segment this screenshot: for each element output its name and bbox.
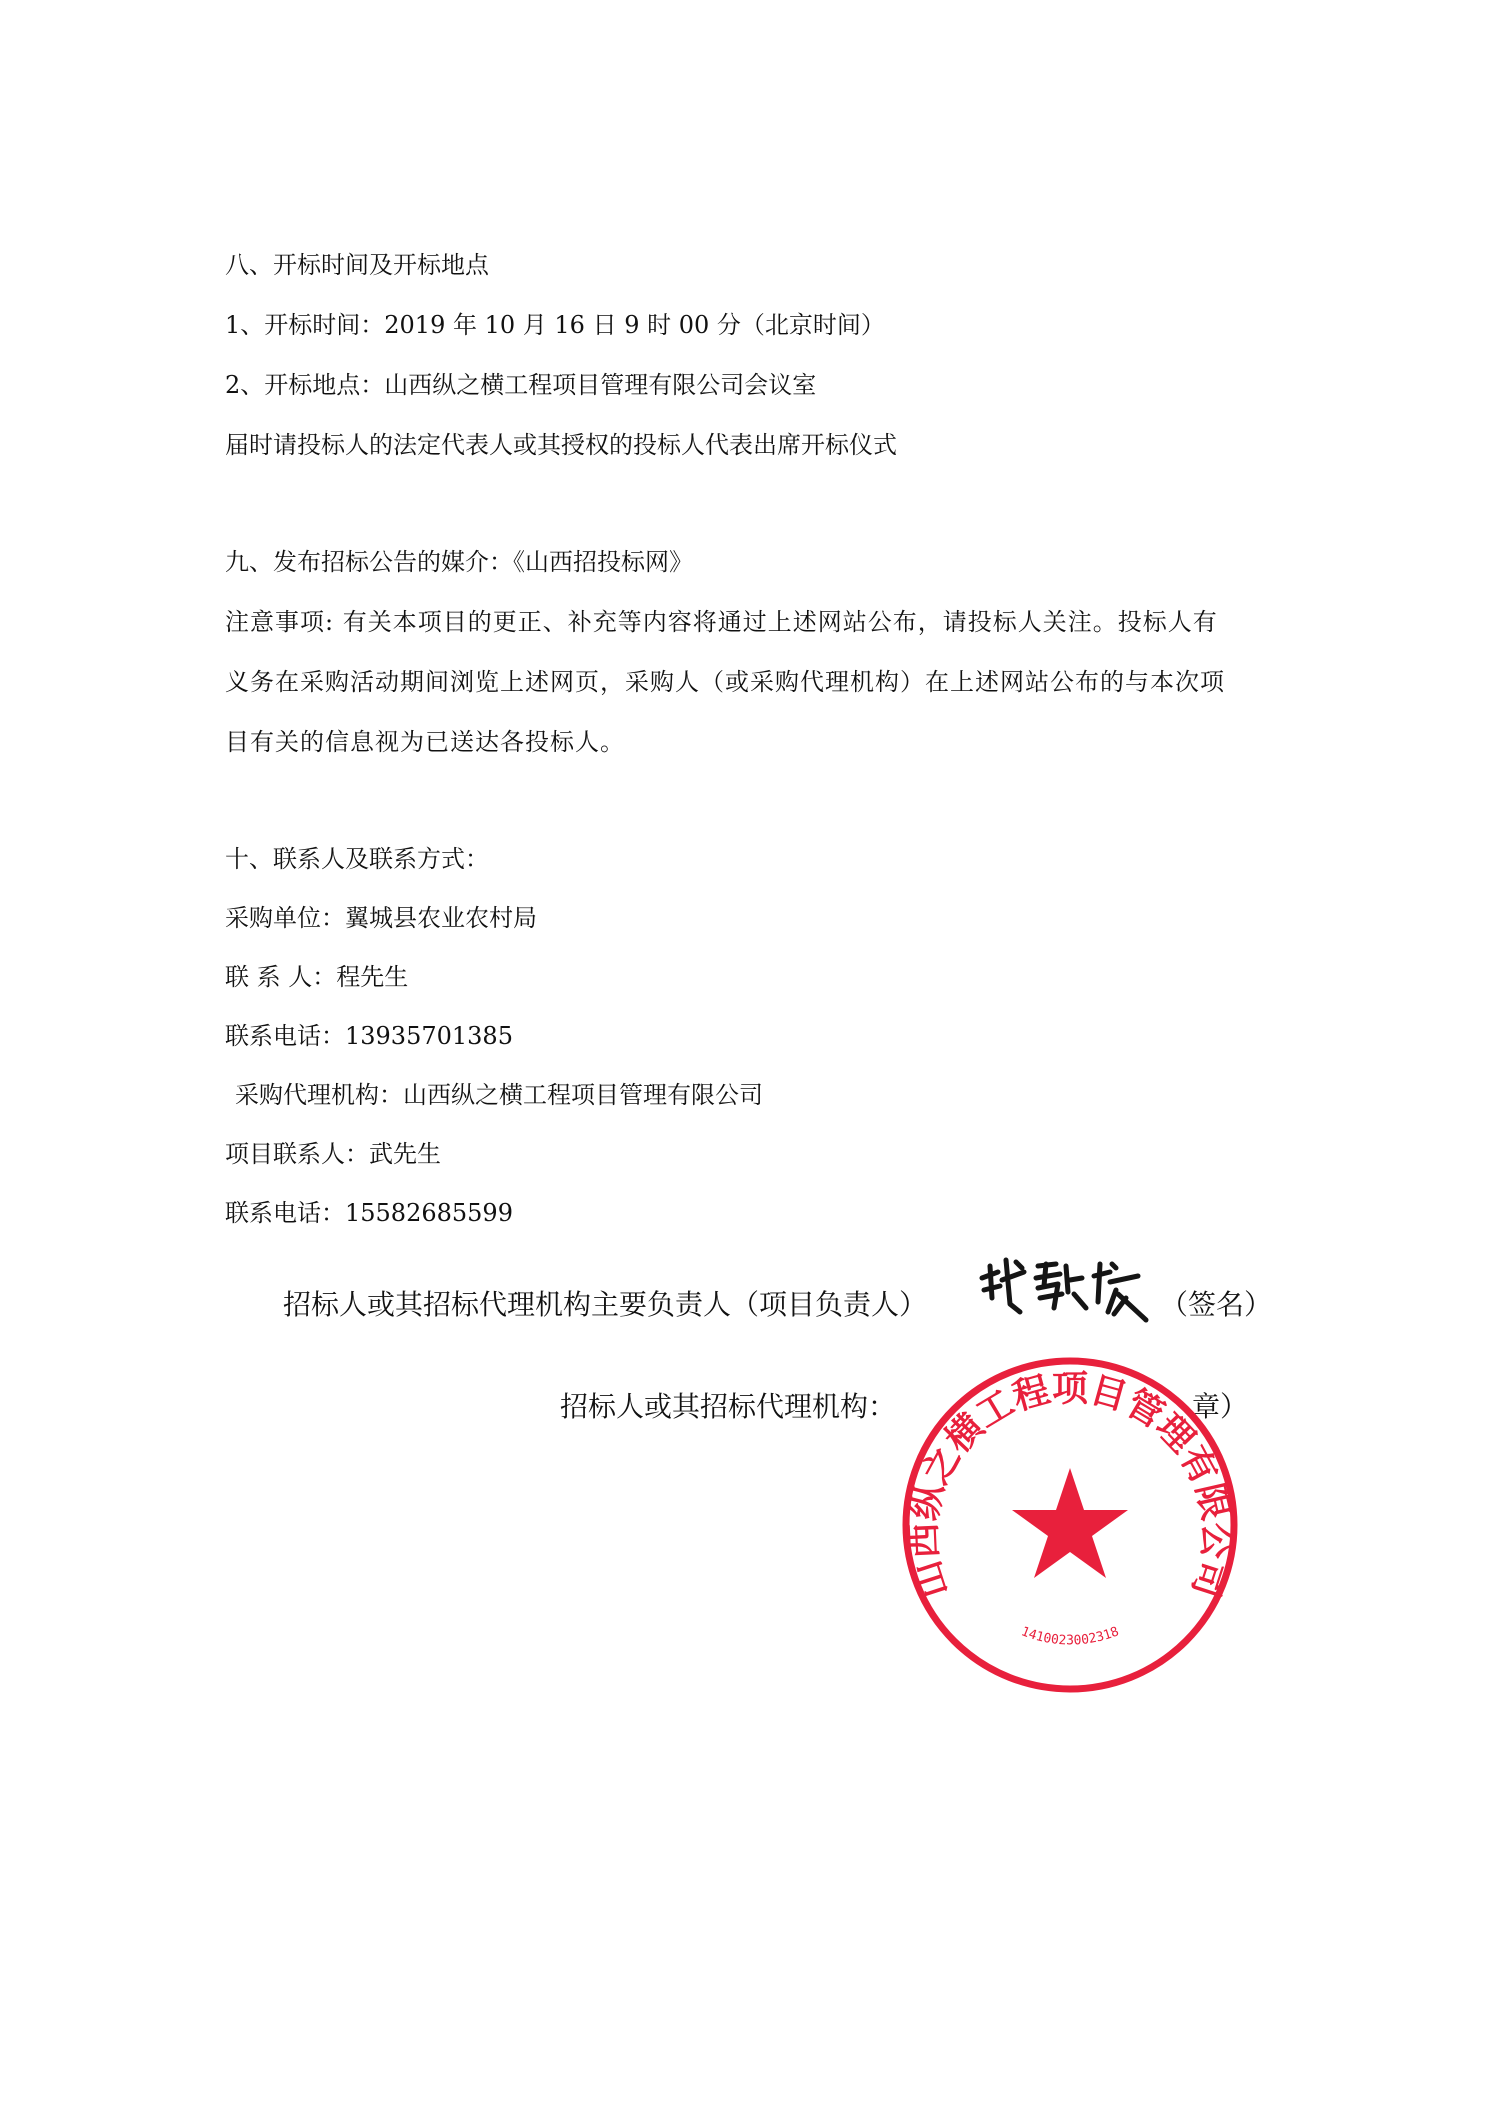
company-seal bbox=[895, 1350, 1245, 1700]
seal-star-icon bbox=[1012, 1468, 1128, 1578]
section9-heading: 九、发布招标公告的媒介：《山西招投标网》 bbox=[225, 548, 693, 576]
section10-heading: 十、联系人及联系方式： bbox=[225, 845, 489, 873]
seal-number: 1410023002318 bbox=[1018, 1624, 1122, 1649]
notice-line-3: 目有关的信息视为已送达各投标人。 bbox=[225, 728, 625, 756]
section8-heading: 八、开标时间及开标地点 bbox=[225, 251, 489, 279]
svg-text:1410023002318 bbox=[1019, 1624, 1121, 1648]
attendance-note: 届时请投标人的法定代表人或其授权的投标人代表出席开标仪式 bbox=[225, 431, 897, 459]
handwritten-signature bbox=[976, 1242, 1152, 1332]
agency-phone: 联系电话：15582685599 bbox=[225, 1199, 513, 1227]
stamp-label: 招标人或其招标代理机构： bbox=[560, 1390, 897, 1423]
buyer-unit: 采购单位：翼城县农业农村局 bbox=[225, 904, 537, 932]
signature-drawing bbox=[976, 1242, 1152, 1332]
signature-label: 招标人或其招标代理机构主要负责人（项目负责人） bbox=[283, 1288, 928, 1321]
agency-name: 采购代理机构：山西纵之横工程项目管理有限公司 bbox=[235, 1081, 763, 1109]
buyer-phone: 联系电话：13935701385 bbox=[225, 1022, 513, 1050]
seal-text: 山西纵之横工程项目管理有限公司 bbox=[902, 1367, 1238, 1603]
signature-suffix: （签名） bbox=[1160, 1288, 1273, 1321]
agency-contact: 项目联系人：武先生 bbox=[225, 1140, 441, 1168]
seal-drawing bbox=[895, 1350, 1245, 1700]
notice-line-2: 义务在采购活动期间浏览上述网页，采购人（或采购代理机构）在上述网站公布的与本次项 bbox=[225, 668, 1225, 696]
open-time: 1、开标时间：2019 年 10 月 16 日 9 时 00 分（北京时间） bbox=[225, 311, 885, 339]
stamp-suffix: 章） bbox=[1192, 1390, 1249, 1423]
notice-line-1: 注意事项: 有关本项目的更正、补充等内容将通过上述网站公布，请投标人关注。投标人有 bbox=[225, 608, 1218, 636]
buyer-contact: 联 系 人：程先生 bbox=[225, 963, 409, 991]
open-place: 2、开标地点：山西纵之横工程项目管理有限公司会议室 bbox=[225, 371, 817, 399]
